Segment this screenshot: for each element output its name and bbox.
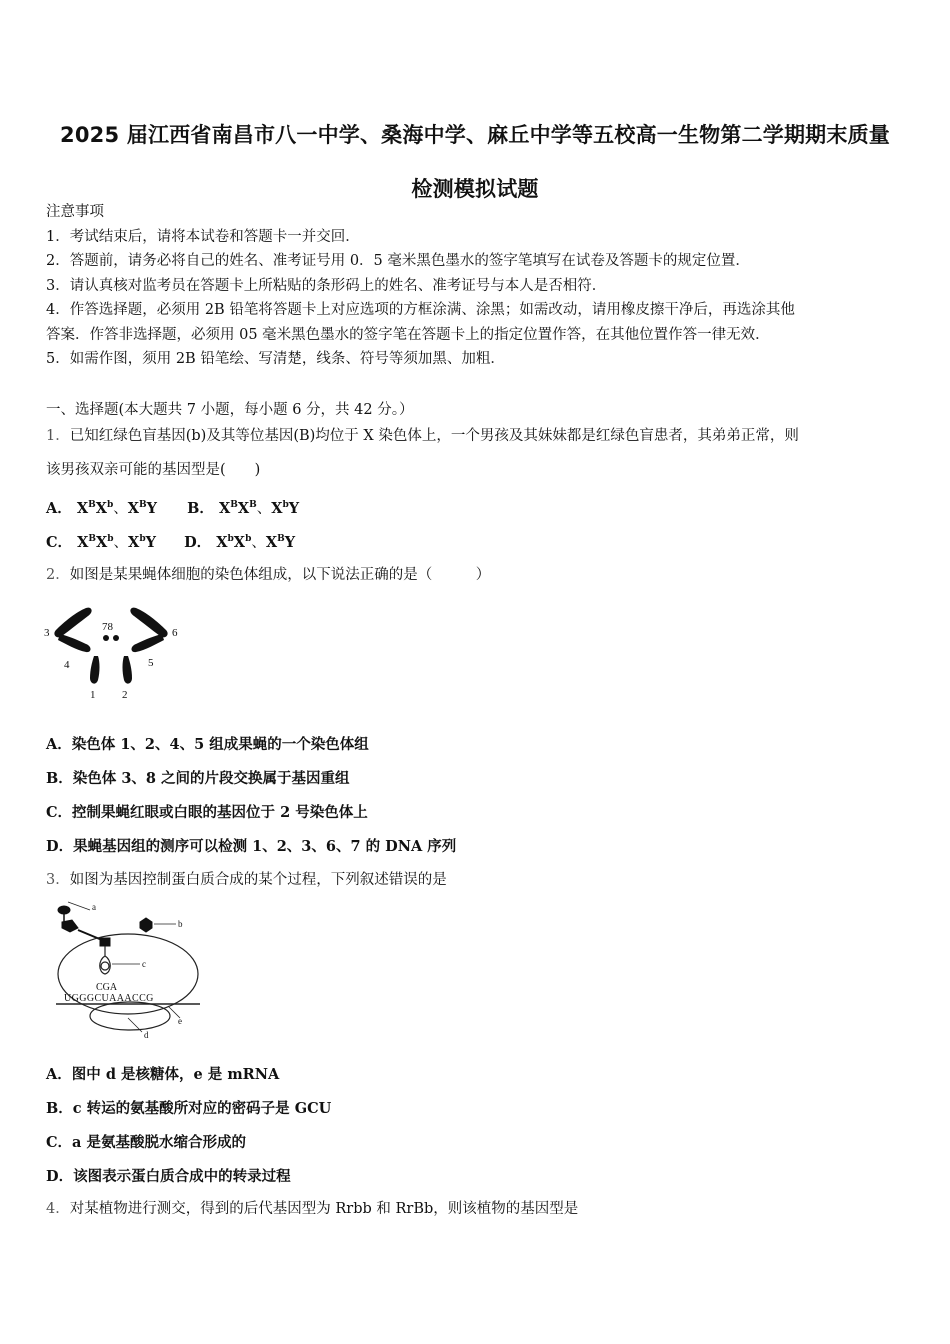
question-text: 对某植物进行测交，得到的后代基因型为 Rrbb 和 RrBb，则该植物的基因型是	[69, 1201, 579, 1217]
section-heading: 一、选择题(本大题共 7 小题，每小题 6 分，共 42 分。）	[46, 402, 414, 418]
option-c: C．控制果蝇红眼或白眼的基因位于 2 号染色体上	[46, 804, 368, 821]
option-b-genotype: $X^BX^B$、$X^bY$	[218, 500, 300, 517]
chromosome-3	[54, 608, 91, 638]
option-c-genotype: $X^BX^b$、$X^bY$	[77, 534, 156, 551]
chromosome-2	[123, 656, 133, 684]
option-b-letter: B．	[187, 500, 214, 517]
question-3	[46, 863, 908, 897]
ribosome-small-subunit-icon	[90, 1002, 170, 1030]
amino-acid-chain-icon	[58, 906, 70, 914]
title-line-2: 检测模拟试题	[411, 177, 539, 201]
option-text: 图中 d 是核糖体，e 是 mRNA	[71, 1066, 280, 1083]
note-item: 3．请认真核对监考员在答题卡上所粘贴的条形码上的姓名、准考证号与本人是否相符．	[46, 277, 607, 294]
option-text: 染色体 3、8 之间的片段交换属于基因重组	[72, 770, 350, 787]
option-row-ab	[46, 497, 299, 518]
option-a-letter: A．	[46, 500, 72, 517]
label-d: d	[144, 1030, 149, 1040]
label-e: e	[178, 1016, 182, 1026]
option-a: A．染色体 1、2、4、5 组成果蝇的一个染色体组	[46, 736, 369, 753]
label-1: 1	[90, 689, 96, 701]
option-d-letter: D．	[184, 534, 212, 551]
amino-acid-b-icon	[140, 918, 152, 932]
note-item: 答案．作答非选择题，必须用 05 毫米黑色墨水的签字笔在答题卡上的指定位置作答，在其他位置作答一律无效．	[46, 326, 770, 343]
label-c: c	[142, 959, 146, 969]
chromosome-3-lower	[58, 634, 91, 652]
label-3: 3	[44, 627, 50, 639]
label-78: 78	[102, 621, 113, 633]
question-1	[46, 419, 908, 487]
option-text: 控制果蝇红眼或白眼的基因位于 2 号染色体上	[72, 804, 368, 821]
question-text-cont: 该男孩双亲可能的基因型是( )	[46, 462, 261, 478]
option-b: B．染色体 3、8 之间的片段交换属于基因重组	[46, 770, 350, 787]
question-number: 4．	[46, 1201, 70, 1217]
label-4: 4	[64, 659, 70, 671]
note-item: 4．作答选择题，必须用 2B 铅笔将答题卡上对应选项的方框涂满、涂黑；如需改动，请用橡皮擦干净后，再选涂其他	[46, 302, 795, 318]
label-6: 6	[172, 627, 178, 639]
label-anticodon: CGA	[96, 982, 118, 993]
question-text: 已知红绿色盲基因(b)及其等位基因(B)均位于 X 染色体上，一个男孩及其妹妹都是红绿色盲患者，其弟弟正常，则	[69, 428, 799, 444]
option-text: a 是氨基酸脱水缩合形成的	[72, 1134, 246, 1151]
option-b: B．c 转运的氨基酸所对应的密码子是 GCU	[46, 1100, 332, 1117]
option-text: 染色体 1、2、4、5 组成果蝇的一个染色体组	[71, 736, 369, 753]
note-item: 2．答题前，请务必将自己的姓名、准考证号用 0．5 毫米黑色墨水的签字笔填写在试卷及答题卡的规定位置．	[46, 253, 750, 269]
question-text: 如图为基因控制蛋白质合成的某个过程，下列叙述错误的是	[69, 872, 447, 888]
option-row-cd	[46, 531, 295, 552]
chromosome-6-lower	[132, 634, 165, 652]
chromosome-6	[130, 608, 167, 638]
label-mrna-sequence: UGGGCUAAACCG	[64, 993, 154, 1004]
chromosome-figure	[42, 598, 182, 706]
notes-heading: 注意事项	[46, 204, 104, 220]
label-2: 2	[122, 689, 128, 701]
chromosome-7	[103, 635, 109, 641]
option-c: C．a 是氨基酸脱水缩合形成的	[46, 1134, 246, 1151]
option-text: 果蝇基因组的测序可以检测 1、2、3、6、7 的 DNA 序列	[73, 838, 457, 855]
question-number: 3．	[46, 872, 70, 888]
option-d-genotype: $X^bX^b$、$X^BY$	[216, 534, 296, 551]
question-2	[46, 558, 908, 592]
label-a: a	[92, 902, 96, 912]
notes-block	[46, 200, 908, 372]
label-b: b	[178, 919, 183, 929]
question-number: 2．	[46, 567, 70, 583]
option-c-letter: C．	[46, 534, 73, 551]
note-item: 1．考试结束后，请将本试卷和答题卡一并交回．	[46, 228, 360, 245]
option-text: c 转运的氨基酸所对应的密码子是 GCU	[72, 1100, 332, 1117]
option-a: A．图中 d 是核糖体，e 是 mRNA	[46, 1066, 280, 1083]
question-number: 1．	[46, 428, 70, 444]
chromosome-8	[113, 635, 119, 641]
question-4	[46, 1192, 908, 1226]
option-a-genotype: $X^BX^b$、$X^BY$	[76, 500, 157, 517]
option-d: D．果蝇基因组的测序可以检测 1、2、3、6、7 的 DNA 序列	[46, 838, 457, 855]
chromosome-1	[90, 656, 100, 684]
question-text: 如图是某果蝇体细胞的染色体组成，以下说法正确的是（ ）	[69, 567, 491, 583]
translation-figure	[50, 900, 210, 1040]
option-d: D．该图表示蛋白质合成中的转录过程	[46, 1168, 291, 1185]
option-text: 该图表示蛋白质合成中的转录过程	[73, 1168, 291, 1185]
label-5: 5	[148, 657, 154, 669]
note-item: 5．如需作图，须用 2B 铅笔绘、写清楚，线条、符号等须加黑、加粗．	[46, 351, 505, 367]
title-line-1: 2025 届江西省南昌市八一中学、桑海中学、麻丘中学等五校高一生物第二学期期末质量	[60, 123, 890, 147]
